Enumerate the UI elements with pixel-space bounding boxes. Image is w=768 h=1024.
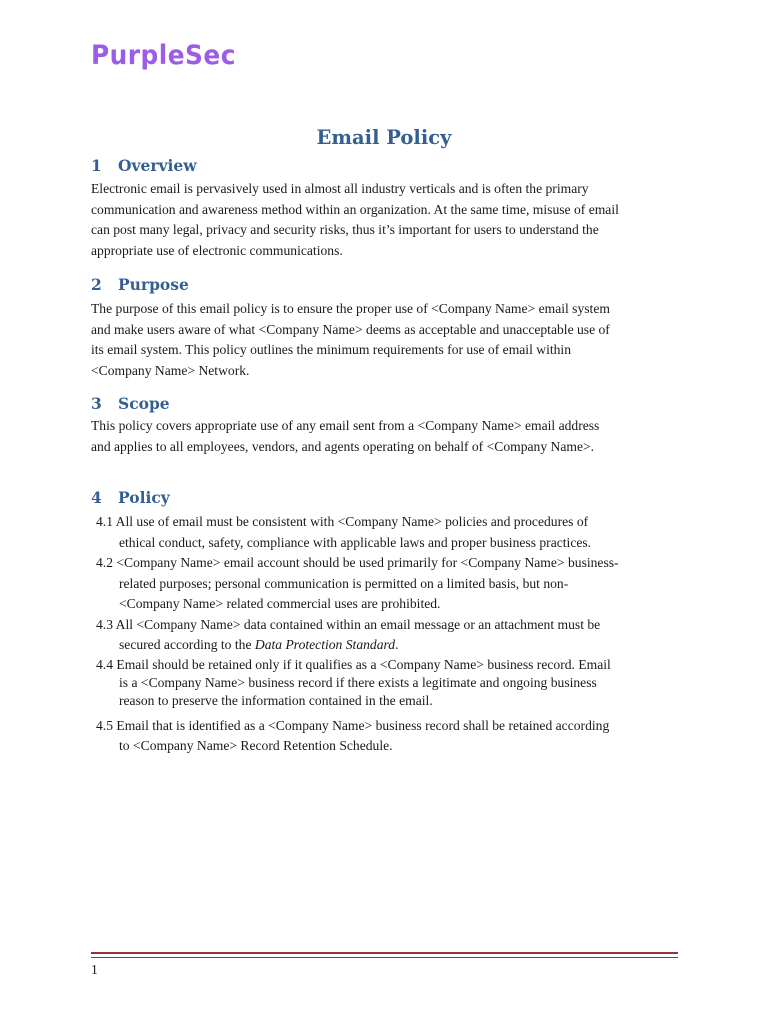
purplesec-logo: PurpleSec: [91, 40, 236, 71]
text-line: The purpose of this email policy is to ensure the proper use of <Company Name> email system: [91, 301, 610, 316]
text-line: is a <Company Name> business record if there exists a legitimate and ongoing business: [119, 675, 597, 690]
section-title: Purpose: [118, 275, 189, 294]
page-title: Email Policy: [316, 126, 452, 149]
section-heading-overview: [91, 156, 197, 175]
section-heading-purpose: [91, 275, 189, 294]
text-line: 4.1 All use of email must be consistent with <Company Name> policies and procedures of: [96, 514, 589, 529]
policy-item-4-5: [96, 716, 696, 755]
text-line: to <Company Name> Record Retention Schedule.: [119, 737, 393, 753]
section-title: Policy: [118, 488, 170, 507]
section-title: Overview: [118, 156, 197, 175]
text-line: <Company Name> Network.: [91, 362, 250, 378]
policy-item-4-2: [96, 553, 696, 615]
text-segment: .: [395, 637, 399, 652]
text-segment: secured according to the: [119, 637, 255, 652]
section-number: 3: [91, 394, 102, 413]
text-line: 4.4 Email should be retained only if it qualifies as a <Company Name> business record. Email: [96, 657, 611, 672]
section-heading-scope: [91, 394, 170, 413]
data-protection-standard-reference: Data Protection Standard: [254, 637, 396, 652]
text-line: This policy covers appropriate use of any email sent from a <Company Name> email address: [91, 418, 600, 433]
text-line: <Company Name> related commercial uses are prohibited.: [119, 596, 441, 611]
text-line: 4.3 All <Company Name> data contained within an email message or an attachment must be: [96, 617, 601, 632]
text-line: [96, 635, 696, 655]
section-heading-policy: [91, 488, 170, 507]
purpose-paragraph: [91, 299, 691, 381]
footer-divider-thin: [91, 957, 678, 958]
text-line: communication and awareness method within an organization. At the same time, misuse of email: [91, 201, 619, 217]
policy-item-4-3: [96, 615, 696, 655]
section-number: 2: [91, 275, 102, 294]
section-title: Scope: [118, 394, 170, 413]
text-line: and applies to all employees, vendors, and agents operating on behalf of <Company Name>.: [91, 438, 595, 454]
section-number: 4: [91, 488, 102, 507]
text-line: ethical conduct, safety, compliance with applicable laws and proper business practices.: [119, 534, 592, 550]
text-line: 4.5 Email that is identified as a <Company Name> business record shall be retained according: [96, 718, 610, 733]
text-line: Electronic email is pervasively used in almost all industry verticals and is often the primary: [91, 181, 589, 196]
scope-paragraph: [91, 416, 691, 457]
text-line: can post many legal, privacy and security risks, thus it’s important for users to understand the: [91, 222, 599, 237]
section-number: 1: [91, 156, 102, 175]
text-line: reason to preserve the information contained in the email.: [119, 693, 433, 708]
text-line: appropriate use of electronic communications.: [91, 242, 343, 258]
text-line: 4.2 <Company Name> email account should be used primarily for <Company Name> business-: [96, 555, 619, 570]
footer-divider: [91, 952, 678, 956]
text-line: related purposes; personal communication is permitted on a limited basis, but non-: [119, 575, 569, 591]
overview-paragraph: [91, 179, 691, 261]
page-number: 1: [91, 962, 98, 977]
policy-item-4-4: [96, 656, 696, 710]
text-line: and make users aware of what <Company Name> deems as acceptable and unacceptable use of: [91, 321, 610, 337]
policy-item-4-1: [96, 512, 696, 553]
text-line: its email system. This policy outlines the minimum requirements for use of email within: [91, 342, 571, 357]
